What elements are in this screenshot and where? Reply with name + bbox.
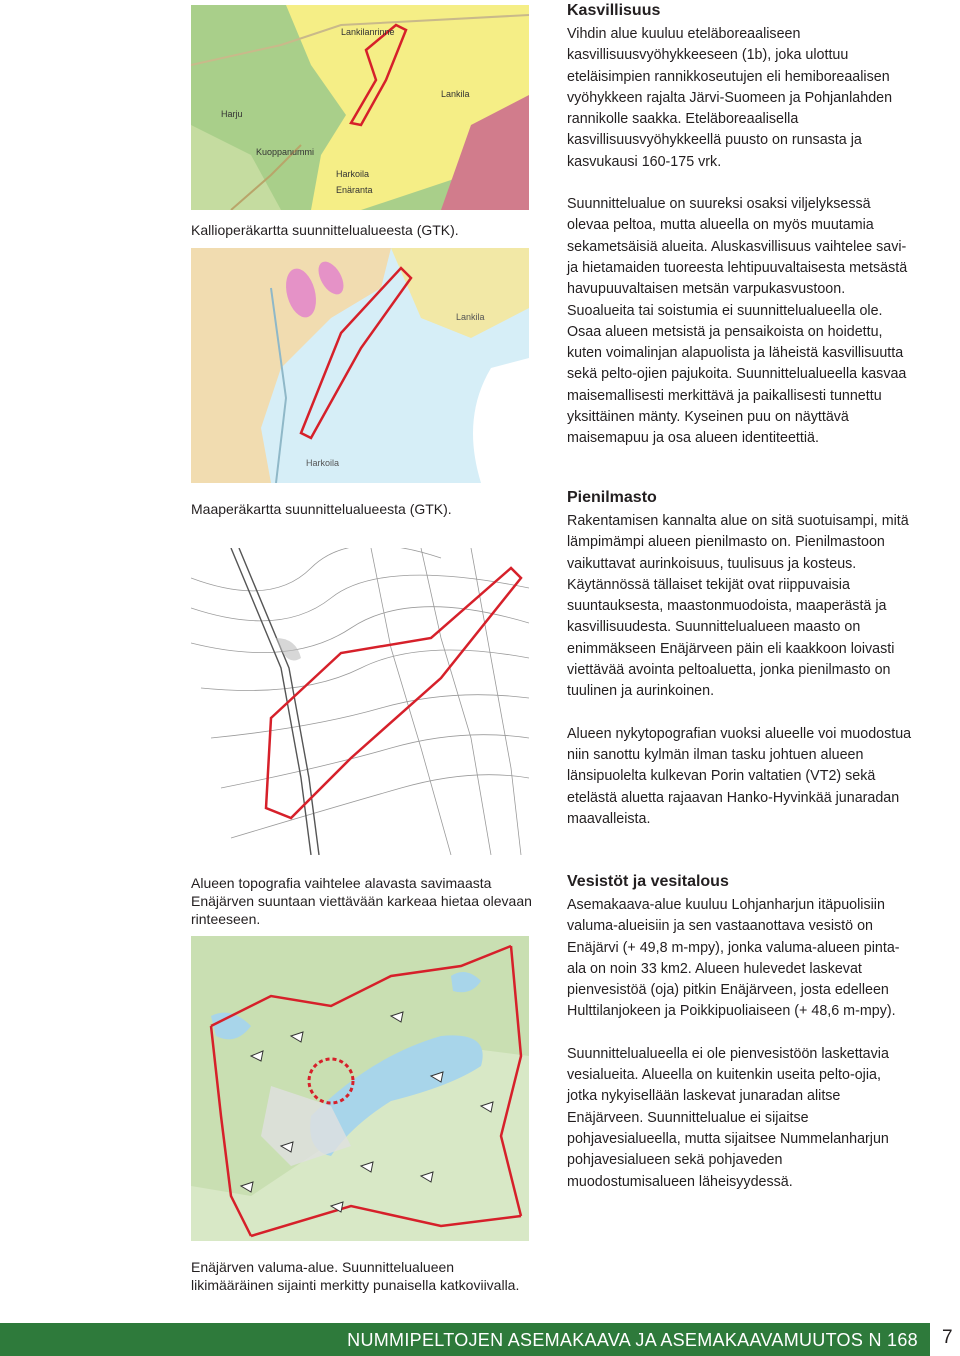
map-label: Harkoila (306, 458, 340, 468)
watershed-map-caption: Enäjärven valuma-alue. Suunnittelualueen likimääräinen sijainti merkitty punaisella katkoviivalla. (191, 1259, 520, 1293)
section-vesistot (567, 871, 912, 1193)
paragraph: Suunnittelualue on suureksi osaksi viljelyksessä olevaa peltoa, mutta alueella on myös muutamia sekametsäisiä alueita. Aluskasvillisuus vaihtelee savi- ja hietamaiden tuoreesta lehtipuuvaltaisesta metsästä havupuuvaltaisen metsän varpukasvustoon. Suoalueita tai soistumia ei suunnittelualueella ole. Osaa alueen metsistä ja pensaikoista on hoidettu, kuten voimalinjan alapuolista ja läheistä kasvillisuutta sekä pelto-ojien pajukoita. Suunnittelualueella kasvaa maisemallisesti merkittävä ja paikallisesti tunnettu yksittäinen mänty. Kyseinen puu on näyttävä maisemapuu ja osa alueen identiteettiä. (567, 196, 908, 447)
bedrock-map-caption: Kallioperäkartta suunnittelualueesta (GTK). (191, 222, 459, 238)
soil-map (191, 248, 529, 483)
footer-bar (0, 1323, 930, 1356)
map-label: Lankilanrinne (341, 27, 395, 37)
paragraph: Vihdin alue kuuluu eteläboreaaliseen kasvillisuusvyöhykkeeseen (1b), joka ulottuu eteläisimpien rannikkoseutujen eli hemiboreaalisen vyöhykkeen rajalta Järvi-Suomeen ja Pohjanlahden rannikolle saakka. Eteläboreaalisella kasvillisuusvyöhykkeellä puusto on runsasta ja kasvukausi 160-175 vrk. (567, 26, 893, 170)
map-label: Kuoppanummi (256, 147, 315, 157)
map-label: Lankila (456, 312, 485, 322)
map-label: Enäranta (336, 185, 373, 195)
watershed-map (191, 936, 529, 1241)
paragraph: Suunnittelualueella ei ole pienvesistöön laskettavia vesialueita. Alueella on kuitenkin useita pelto-ojia, jotka nykyisellään laskevat junaradan alitse Enäjärveen. Suunnittelualue ei sijaitse pohjavesialueella, mutta sijaitsee Nummelanharjun pohjavesialueen sekä pohjaveden muodostumisalueen läheisyydessä. (567, 1045, 889, 1190)
paragraph: Alueen nykytopografian vuoksi alueelle voi muodostua niin sanottu kylmän ilman tasku johtuen alueen länsipuolelta kulkevan Porin valtatien (VT2) sekä etelästä aluetta rajaavan Hanko-Hyvinkää junaradan maavalleista. (567, 725, 912, 827)
section-heading: Kasvillisuus (567, 2, 661, 19)
section-heading: Vesistöt ja vesitalous (567, 873, 729, 890)
paragraph: Rakentamisen kannalta alue on sitä suotuisampi, mitä lämpimämpi alueen pienilmasto on. Pienilmastoon vaikuttavat aurinkoisuus, tuulisuus ja kosteus. Käytännössä tällaiset tekijät ovat riippuvaisia suuntauksesta, maastonmuodoista, maaperästä ja kasvillisuudesta. Suunnittelualueen maasto on enimmäkseen Enäjärveen päin eli kaakkoon loivasti viettävää avointa peltoaluetta, jonka pienilmasto on tuulinen ja aurinkoinen. (567, 513, 909, 700)
section-heading: Pienilmasto (567, 489, 657, 506)
paragraph: Asemakaava-alue kuuluu Lohjanharjun itäpuolisiin valuma-alueisiin ja sen vastaanottava vesistö on Enäjärvi (+ 49,8 m-mpy), jonka valuma-alueen pinta-ala on noin 33 km2. Alueen hulevedet laskevat pienvesistöä (oja) pitkin Enäjärveen, josta edelleen Hulttilanjokeen ja Poikkipuoliaiseen (+ 48,6 m-mpy). (567, 897, 900, 1020)
section-kasvillisuus (567, 0, 912, 450)
page-number: 7 (942, 1327, 953, 1348)
bedrock-map (191, 5, 529, 210)
map-label: Lankila (441, 89, 470, 99)
map-label: Harju (221, 109, 243, 119)
topography-map-caption: Alueen topografia vaihtelee alavasta savimaasta Enäjärven suuntaan viettävään karkeaa hietaa olevaan rinteeseen. (191, 875, 532, 927)
footer-title: NUMMIPELTOJEN ASEMAKAAVA JA ASEMAKAAVAMUUTOS N 168 (347, 1330, 918, 1350)
section-pienilmasto (567, 487, 912, 830)
map-label: Harkoila (336, 169, 370, 179)
soil-map-caption: Maaperäkartta suunnittelualueesta (GTK). (191, 501, 452, 517)
topography-map (191, 548, 529, 855)
